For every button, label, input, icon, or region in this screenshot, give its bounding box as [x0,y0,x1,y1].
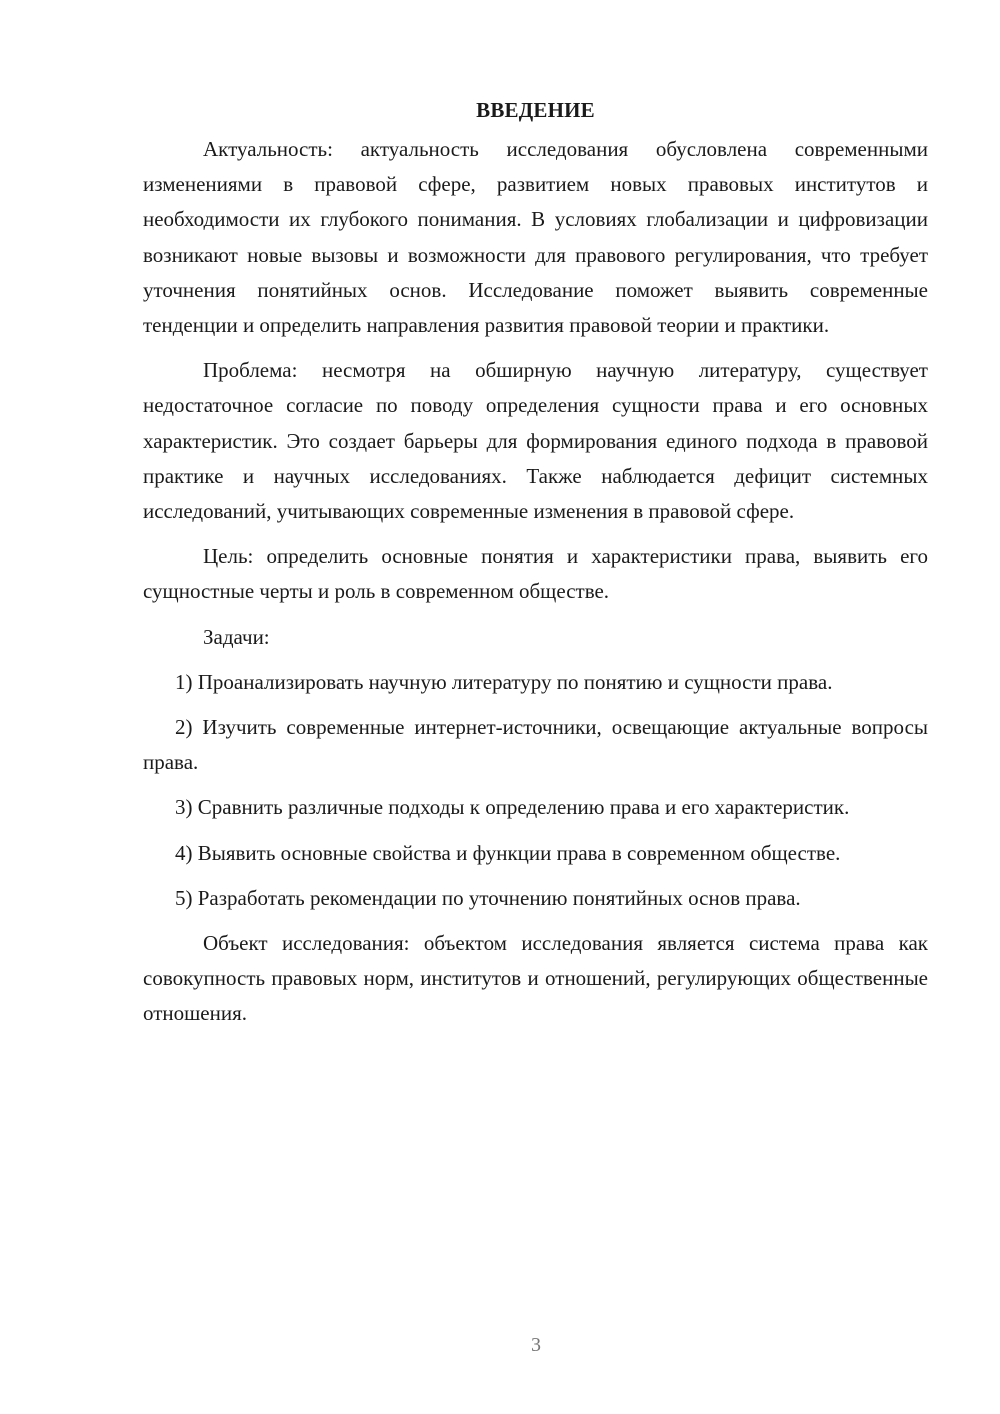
section-title: ВВЕДЕНИЕ [476,98,595,122]
page-number: 3 [531,1334,541,1356]
task-item-4: 4) Выявить основные свойства и функции права в современном обществе. [175,840,841,865]
paragraph-relevance: Актуальность: актуальность исследования обусловлена современными изменениями в правовой сфере, развитием новых правовых институтов и необходимости их глубокого понимания. В условиях глобализации и цифровизации возникают новые вызовы и возможности для правового регулирования, что требует уточнения понятийных основ. Исследование поможет выявить современные тенденции и определить направления развития правовой теории и практики. [143,137,928,338]
paragraph-problem: Проблема: несмотря на обширную научную литературу, существует недостаточное согласие по поводу определения сущности права и его основных характеристик. Это создает барьеры для формирования единого подхода в правовой практике и научных исследованиях. Также наблюдается дефицит системных исследований, учитывающих современные изменения в правовой сфере. [143,358,928,524]
task-item-2: 2) Изучить современные интернет-источники, освещающие актуальные вопросы права. [143,715,928,775]
page-content [143,92,928,1042]
task-item-1: 1) Проанализировать научную литературу по понятию и сущности права. [175,669,833,694]
tasks-heading: Задачи: [203,624,270,649]
paragraph-goal: Цель: определить основные понятия и характеристики права, выявить его сущностные черты и роль в современном обществе. [143,544,928,604]
paragraph-object: Объект исследования: объектом исследования является система права как совокупность правовых норм, институтов и отношений, регулирующих общественные отношения. [143,931,928,1026]
task-item-5: 5) Разработать рекомендации по уточнению понятийных основ права. [175,885,801,910]
task-item-3: 3) Сравнить различные подходы к определению права и его характеристик. [175,795,850,820]
